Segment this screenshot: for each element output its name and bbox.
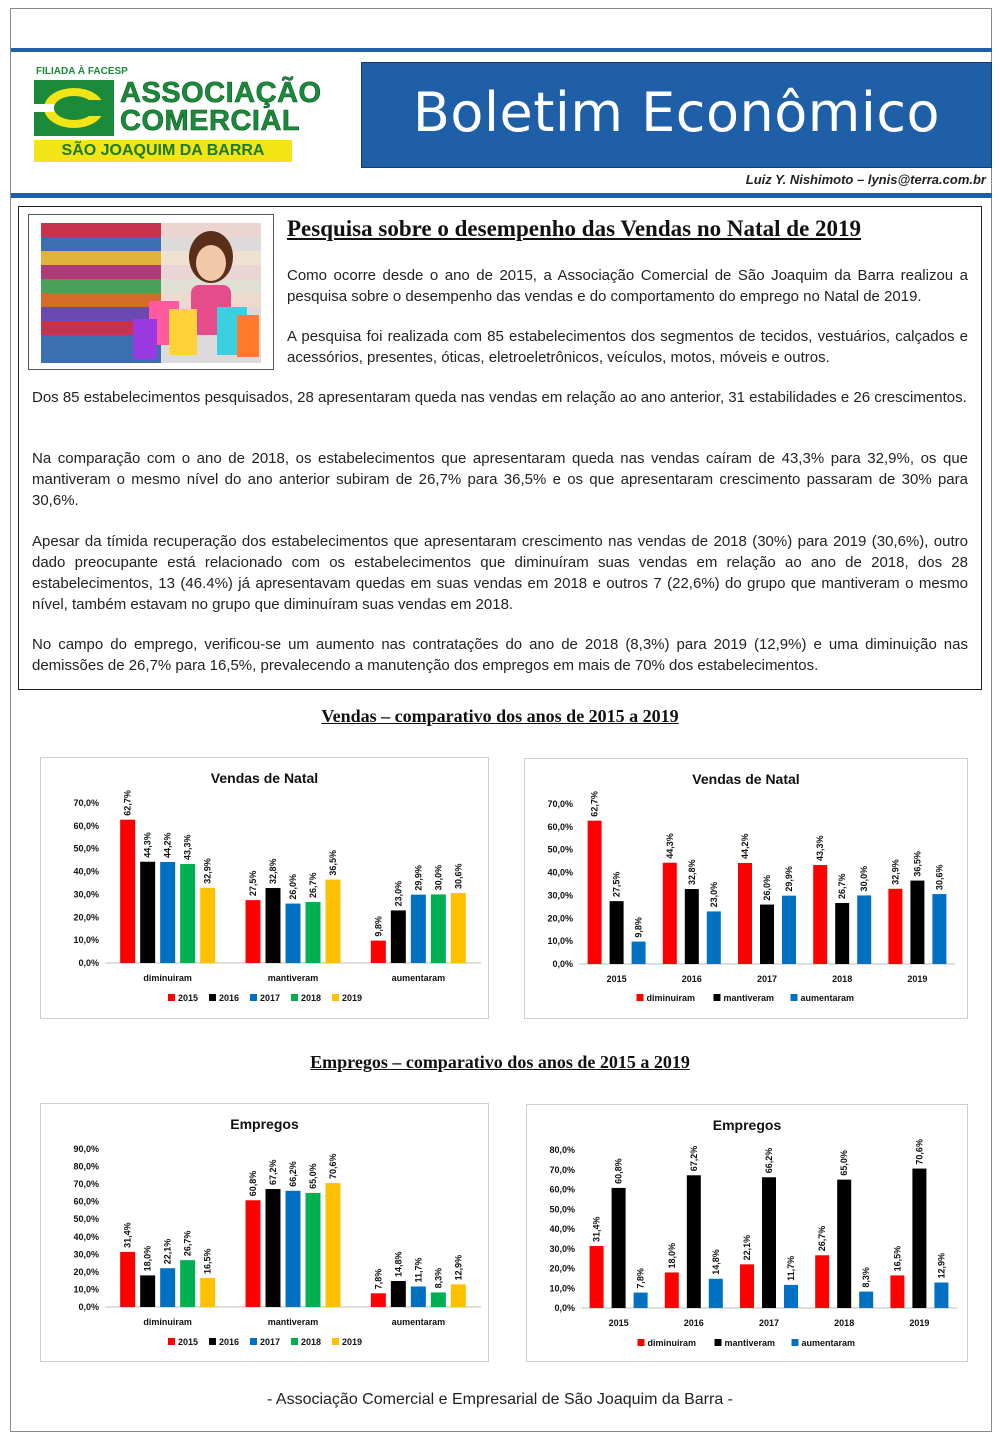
data-label: 30,0% — [433, 864, 444, 891]
data-label: 66,2% — [288, 1161, 298, 1187]
y-tick-label: 70,0% — [547, 799, 573, 809]
y-tick-label: 10,0% — [73, 935, 99, 946]
category-label: diminuiram — [143, 1317, 192, 1327]
data-label: 18,0% — [666, 1242, 677, 1269]
data-label: 9,8% — [633, 917, 644, 938]
paragraph-analysis: Apesar da tímida recuperação dos estabelecimentos que apresentaram crescimento nas vendas de 2018 (30%) para 2019 (30,6%), outro dado preocupante está relacionado com os estabelecimentos que diminuíram suas vendas em relação ao ano de 2018, dos 28 estabelecimentos, 13 (46.4%) já apresentavam quedas em suas vendas em 2018 e outros 7 (22,6%) do grupo que mantiveram o mesmo nível, também estavam no grupo que diminuíram suas vendas em 2018. — [32, 533, 968, 613]
y-tick-label: 90,0% — [73, 1144, 99, 1154]
bar-mantiveram-2018 — [835, 903, 849, 964]
chart-empregos-by-year-svg — [527, 1105, 967, 1361]
data-label: 62,7% — [122, 790, 133, 816]
chart-title: Vendas de Natal — [692, 771, 800, 787]
data-label: 60,8% — [248, 1170, 258, 1197]
logo-mark-icon — [34, 80, 114, 136]
category-label: 2018 — [834, 1318, 855, 1328]
legend-label: mantiveram — [723, 993, 775, 1003]
chart-vendas-by-year-svg — [525, 759, 967, 1018]
y-tick-label: 40,0% — [73, 866, 99, 877]
bar-aumentaram-2015 — [632, 942, 646, 964]
data-label: 43,3% — [182, 834, 193, 861]
data-label: 32,8% — [686, 859, 697, 886]
chart-vendas-by-category — [40, 757, 489, 1019]
y-tick-label: 40,0% — [549, 1224, 575, 1234]
data-label: 23,0% — [708, 881, 719, 908]
bar-2016-aumentaram — [391, 910, 406, 963]
category-label: 2015 — [606, 974, 627, 984]
bar-2015-mantiveram — [246, 1200, 261, 1307]
bar-mantiveram-2016 — [687, 1175, 701, 1308]
category-label: 2017 — [758, 1318, 780, 1328]
bar-aumentaram-2017 — [784, 1285, 798, 1308]
data-label: 11,7% — [413, 1257, 424, 1283]
bar-2017-aumentaram — [411, 895, 426, 963]
data-label: 31,4% — [591, 1216, 602, 1242]
category-label: 2017 — [756, 974, 778, 984]
y-tick-label: 70,0% — [73, 798, 99, 808]
data-label: 70,6% — [914, 1139, 925, 1165]
bar-2019-aumentaram — [451, 893, 466, 963]
chart-vendas-by-year — [524, 758, 968, 1019]
y-tick-label: 50,0% — [73, 1214, 99, 1225]
bulletin-title: Boletim Econômico — [361, 62, 992, 168]
shopping-photo-icon — [41, 223, 261, 363]
y-tick-label: 0,0% — [78, 1302, 99, 1312]
y-tick-label: 10,0% — [547, 936, 573, 947]
chart-vendas-by-category-svg — [41, 758, 488, 1018]
chart-title: Vendas de Natal — [210, 770, 319, 786]
footer: - Associação Comercial e Empresarial de São Joaquim da Barra - — [267, 1391, 733, 1408]
data-label: 26,7% — [837, 873, 848, 899]
paragraph-results: Dos 85 estabelecimentos pesquisados, 28 apresentaram queda nas vendas em relação ao ano anterior, 31 estabilidades e 26 crescimentos. — [32, 389, 967, 406]
bar-diminuiram-2016 — [665, 1272, 679, 1308]
legend-swatch-mantiveram — [715, 1339, 722, 1346]
bar-diminuiram-2018 — [815, 1255, 829, 1308]
y-tick-label: 50,0% — [73, 843, 99, 854]
legend-label: 2018 — [301, 993, 322, 1003]
y-tick-label: 0,0% — [78, 958, 99, 968]
legend-label: 2016 — [219, 1337, 240, 1347]
data-label: 22,1% — [162, 1238, 173, 1265]
data-label: 7,8% — [635, 1268, 646, 1289]
paragraph-sample: A pesquisa foi realizada com 85 estabelecimentos dos segmentos de tecidos, vestuários, calçados e acessórios, presentes, óticas, eletroeletrônicos, veículos, motos, móveis e outros. — [287, 328, 968, 366]
legend-label: diminuiram — [646, 993, 696, 1003]
data-label: 26,0% — [762, 875, 772, 901]
data-label: 65,0% — [308, 1163, 318, 1189]
y-tick-label: 60,0% — [549, 1184, 575, 1195]
data-label: 26,0% — [288, 874, 298, 900]
y-tick-label: 70,0% — [73, 1179, 99, 1190]
bar-2016-aumentaram — [391, 1281, 406, 1307]
data-label: 27,5% — [248, 870, 258, 897]
chart-title: Empregos — [230, 1116, 299, 1132]
data-label: 14,8% — [710, 1249, 721, 1275]
legend-label: 2018 — [301, 1337, 322, 1347]
legend-label: 2015 — [178, 993, 199, 1003]
legend-swatch-diminuiram — [637, 994, 644, 1001]
legend-swatch-mantiveram — [714, 994, 721, 1001]
data-label: 30,6% — [934, 864, 945, 891]
legend-label: 2017 — [260, 993, 281, 1003]
data-label: 16,5% — [202, 1248, 213, 1275]
legend-swatch-2019 — [332, 994, 339, 1001]
data-label: 11,7% — [786, 1255, 796, 1281]
bar-2019-diminuiram — [200, 1278, 215, 1307]
logo-name-line1: ASSOCIAÇÃO — [120, 77, 322, 109]
bar-aumentaram-2016 — [709, 1279, 723, 1308]
bar-mantiveram-2016 — [685, 889, 699, 964]
data-label: 65,0% — [839, 1150, 850, 1176]
y-tick-label: 30,0% — [73, 1249, 99, 1260]
chart-title: Empregos — [712, 1117, 782, 1133]
data-label: 36,5% — [328, 850, 338, 876]
legend-swatch-2019 — [332, 1338, 339, 1345]
legend-label: aumentaram — [800, 993, 855, 1003]
bar-2018-diminuiram — [180, 864, 195, 963]
logo-affiliation: FILIADA À FACESP — [36, 66, 128, 77]
y-tick-label: 60,0% — [73, 820, 99, 831]
logo-name-line2: COMERCIAL — [120, 105, 301, 137]
y-tick-label: 60,0% — [547, 821, 573, 832]
y-tick-label: 50,0% — [547, 844, 573, 855]
bar-2019-aumentaram — [451, 1284, 466, 1307]
y-tick-label: 80,0% — [549, 1145, 575, 1155]
paragraph-employment: No campo do emprego, verificou-se um aumento nas contratações do ano de 2018 (8,3%) para 2019 (12,9%) e uma diminuição nas demissões de 26,7% para 16,5%, prevalecendo a manutenção dos empregos em mais de 70% dos estabelecimentos. — [32, 636, 968, 674]
bar-2015-mantiveram — [246, 900, 261, 963]
bar-aumentaram-2018 — [859, 1292, 873, 1308]
category-label: mantiveram — [267, 1317, 319, 1327]
bar-mantiveram-2019 — [910, 881, 924, 964]
bar-2018-aumentaram — [431, 894, 446, 963]
data-label: 22,1% — [742, 1234, 752, 1261]
bar-aumentaram-2019 — [932, 894, 946, 964]
legend-label: 2015 — [178, 1337, 199, 1347]
data-label: 9,8% — [373, 916, 384, 937]
bar-2017-aumentaram — [411, 1286, 426, 1307]
data-label: 70,6% — [328, 1153, 338, 1180]
bar-aumentaram-2017 — [782, 896, 796, 964]
data-label: 67,2% — [268, 1159, 278, 1186]
data-label: 30,0% — [859, 865, 870, 892]
y-tick-label: 50,0% — [549, 1204, 575, 1215]
paragraph-intro: Como ocorre desde o ano de 2015, a Associação Comercial de São Joaquim da Barra realizou a pesquisa sobre o desempenho das vendas e do comportamento do emprego no Natal de 2019. — [287, 267, 968, 305]
author-line: Luiz Y. Nishimoto – lynis@terra.com.br — [745, 172, 986, 187]
bar-2017-diminuiram — [160, 1268, 175, 1307]
bar-diminuiram-2016 — [663, 863, 677, 964]
data-label: 32,9% — [890, 859, 901, 885]
y-tick-label: 20,0% — [549, 1263, 575, 1274]
legend-swatch-aumentaram — [792, 1339, 799, 1346]
y-tick-label: 10,0% — [73, 1284, 99, 1295]
data-label: 29,9% — [413, 865, 424, 891]
bar-2019-mantiveram — [326, 880, 341, 963]
bar-2017-diminuiram — [160, 862, 175, 963]
legend-swatch-aumentaram — [791, 994, 798, 1001]
data-label: 29,9% — [784, 866, 794, 892]
bar-aumentaram-2016 — [707, 911, 721, 964]
bar-2018-mantiveram — [306, 902, 321, 963]
data-label: 60,8% — [613, 1158, 624, 1184]
data-label: 12,9% — [453, 1254, 464, 1281]
category-label: 2019 — [907, 974, 928, 984]
bar-2016-mantiveram — [266, 888, 281, 963]
data-label: 44,3% — [664, 833, 675, 859]
data-label: 12,9% — [936, 1252, 947, 1279]
bar-2016-diminuiram — [140, 1275, 155, 1307]
data-label: 26,7% — [817, 1225, 828, 1252]
category-label: mantiveram — [267, 973, 319, 983]
top-rule — [11, 48, 992, 52]
data-label: 67,2% — [688, 1145, 699, 1172]
association-logo — [30, 66, 322, 166]
legend-swatch-2015 — [168, 994, 175, 1001]
data-label: 18,0% — [142, 1245, 153, 1272]
bar-aumentaram-2019 — [934, 1283, 948, 1308]
category-label: 2018 — [832, 974, 853, 984]
legend-swatch-2018 — [291, 1338, 298, 1345]
section-title-vendas: Vendas – comparativo dos anos de 2015 a 2019 — [321, 706, 679, 726]
category-label: 2016 — [681, 974, 702, 984]
y-tick-label: 80,0% — [73, 1161, 99, 1172]
bar-diminuiram-2019 — [888, 889, 902, 964]
data-label: 8,3% — [433, 1267, 444, 1289]
bar-mantiveram-2015 — [612, 1188, 626, 1308]
article-photo — [28, 214, 274, 370]
data-label: 62,7% — [589, 791, 600, 817]
paragraph-comparison: Na comparação com o ano de 2018, os estabelecimentos que apresentaram queda nas vendas caíram de 43,3% para 32,9%, os que mantiveram o mesmo nível do ano anterior subiram de 26,7% para 36,5% e os que apresentaram crescimento passaram de 30% para 30,6%. — [32, 450, 968, 509]
bar-2017-mantiveram — [286, 1191, 301, 1307]
bar-diminuiram-2015 — [590, 1246, 604, 1308]
header-rule — [11, 193, 992, 198]
bar-2015-aumentaram — [371, 1293, 386, 1307]
data-label: 8,3% — [861, 1267, 872, 1288]
legend-swatch-2017 — [250, 1338, 257, 1345]
legend-swatch-2016 — [209, 994, 216, 1001]
bar-mantiveram-2017 — [760, 905, 774, 964]
legend-label: 2017 — [260, 1337, 281, 1347]
category-label: 2019 — [909, 1318, 930, 1328]
legend-label: 2019 — [342, 1337, 363, 1347]
bar-2018-mantiveram — [306, 1193, 321, 1307]
bar-diminuiram-2019 — [890, 1275, 904, 1308]
bar-aumentaram-2018 — [857, 895, 871, 964]
y-tick-label: 20,0% — [73, 1266, 99, 1277]
data-label: 16,5% — [892, 1245, 903, 1272]
legend-label: mantiveram — [724, 1338, 776, 1348]
legend-swatch-2018 — [291, 994, 298, 1001]
y-tick-label: 30,0% — [73, 889, 99, 900]
category-label: aumentaram — [391, 1317, 446, 1327]
y-tick-label: 20,0% — [547, 913, 573, 924]
data-label: 7,8% — [373, 1268, 384, 1290]
bar-mantiveram-2015 — [610, 901, 624, 964]
category-label: diminuiram — [143, 973, 192, 983]
y-tick-label: 40,0% — [73, 1231, 99, 1242]
data-label: 66,2% — [764, 1147, 774, 1174]
y-tick-label: 40,0% — [547, 867, 573, 878]
legend-swatch-diminuiram — [638, 1339, 645, 1346]
section-title-empregos: Empregos – comparativo dos anos de 2015 a 2019 — [310, 1052, 690, 1072]
y-tick-label: 70,0% — [549, 1164, 575, 1175]
bar-2015-diminuiram — [120, 820, 135, 963]
data-label: 43,3% — [815, 835, 826, 862]
bar-2019-diminuiram — [200, 888, 215, 963]
bar-2015-diminuiram — [120, 1252, 135, 1307]
article-title: Pesquisa sobre o desempenho das Vendas no Natal de 2019 — [287, 216, 862, 241]
chart-empregos-by-year — [526, 1104, 968, 1362]
bar-2016-diminuiram — [140, 862, 155, 963]
legend-label: aumentaram — [801, 1338, 856, 1348]
legend-label: diminuiram — [647, 1338, 697, 1348]
bar-diminuiram-2017 — [738, 863, 752, 964]
data-label: 23,0% — [393, 880, 404, 907]
legend-swatch-2017 — [250, 994, 257, 1001]
logo-city: SÃO JOAQUIM DA BARRA — [34, 140, 292, 162]
bar-diminuiram-2015 — [588, 821, 602, 964]
data-label: 27,5% — [611, 871, 622, 898]
chart-empregos-by-category — [40, 1103, 489, 1362]
bar-2018-aumentaram — [431, 1292, 446, 1307]
bar-mantiveram-2019 — [912, 1169, 926, 1308]
data-label: 32,9% — [202, 858, 213, 884]
y-tick-label: 0,0% — [554, 1303, 575, 1313]
bar-mantiveram-2017 — [762, 1177, 776, 1308]
data-label: 44,3% — [142, 832, 153, 858]
bar-diminuiram-2017 — [740, 1264, 754, 1308]
y-tick-label: 0,0% — [552, 959, 573, 969]
data-label: 32,8% — [268, 858, 278, 885]
y-tick-label: 30,0% — [547, 890, 573, 901]
bar-diminuiram-2018 — [813, 865, 827, 964]
data-label: 26,7% — [308, 872, 318, 898]
chart-empregos-by-category-svg — [41, 1104, 488, 1361]
y-tick-label: 20,0% — [73, 912, 99, 923]
legend-swatch-2016 — [209, 1338, 216, 1345]
legend-label: 2019 — [342, 993, 363, 1003]
data-label: 14,8% — [393, 1251, 404, 1278]
category-label: 2015 — [608, 1318, 629, 1328]
bar-2016-mantiveram — [266, 1189, 281, 1307]
legend-swatch-2015 — [168, 1338, 175, 1345]
legend-label: 2016 — [219, 993, 240, 1003]
data-label: 31,4% — [122, 1222, 133, 1248]
y-tick-label: 10,0% — [549, 1283, 575, 1294]
category-label: 2016 — [683, 1318, 704, 1328]
y-tick-label: 30,0% — [549, 1243, 575, 1254]
data-label: 30,6% — [453, 863, 464, 890]
bar-2018-diminuiram — [180, 1260, 195, 1307]
bar-2017-mantiveram — [286, 904, 301, 963]
bar-mantiveram-2018 — [837, 1180, 851, 1308]
bar-2019-mantiveram — [326, 1183, 341, 1307]
data-label: 44,2% — [162, 832, 173, 858]
data-label: 36,5% — [912, 851, 923, 877]
bar-2015-aumentaram — [371, 941, 386, 963]
category-label: aumentaram — [391, 973, 446, 983]
bar-aumentaram-2015 — [634, 1293, 648, 1308]
y-tick-label: 60,0% — [73, 1196, 99, 1207]
data-label: 26,7% — [182, 1230, 193, 1257]
data-label: 44,2% — [740, 833, 750, 859]
